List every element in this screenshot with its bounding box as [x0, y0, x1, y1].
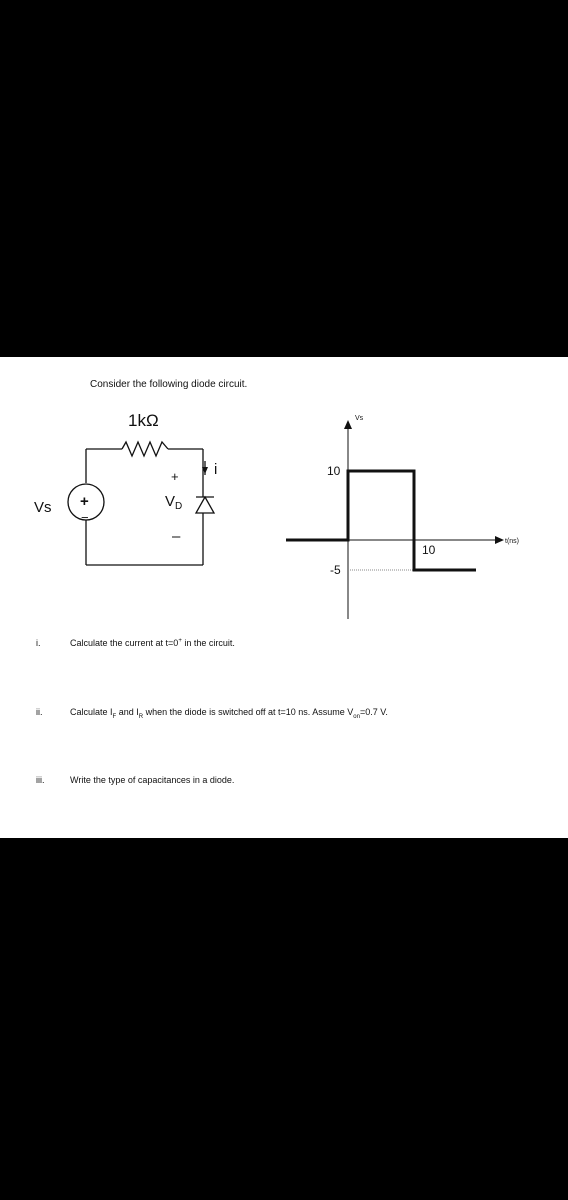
figure [0, 357, 568, 838]
resistor-label: 1kΩ [128, 411, 159, 430]
diode-minus-sign: – [172, 528, 181, 545]
diode-voltage-label: $V_D$ [165, 493, 183, 512]
diode-plus-sign: + [171, 469, 179, 484]
question-1-number: i. [36, 638, 41, 648]
current-label: i [214, 461, 218, 478]
time-label: 10 [422, 543, 436, 557]
diode-triangle [196, 497, 214, 513]
source-plus: + [80, 493, 89, 510]
low-level-label: -5 [330, 563, 341, 577]
circuit-diagram [68, 442, 214, 565]
document-page [0, 357, 568, 838]
source-label: Vs [34, 499, 52, 516]
high-level-label: 10 [327, 464, 341, 478]
question-2-text: Calculate $I_F$ and $I_R$ when the diode is switched off at t=10 ns. Assume $V_{on}=0.7$ V. [70, 707, 388, 720]
vs-graph [286, 415, 519, 619]
x-axis-label: t(ns) [505, 538, 519, 545]
intro-text: Consider the following diode circuit. [90, 379, 248, 390]
x-axis-arrow [495, 536, 504, 544]
question-1-text: Calculate the current at t=0+ in the circuit. [70, 638, 235, 648]
source-minus: − [81, 510, 89, 525]
y-axis-label: Vs [355, 415, 364, 422]
question-3-text: Write the type of capacitances in a diode. [70, 775, 235, 785]
waveform-line [286, 471, 476, 570]
resistor-zigzag [122, 442, 168, 456]
question-2-number: ii. [36, 707, 43, 717]
question-3-number: iii. [36, 775, 45, 785]
y-axis-arrow [344, 420, 352, 429]
